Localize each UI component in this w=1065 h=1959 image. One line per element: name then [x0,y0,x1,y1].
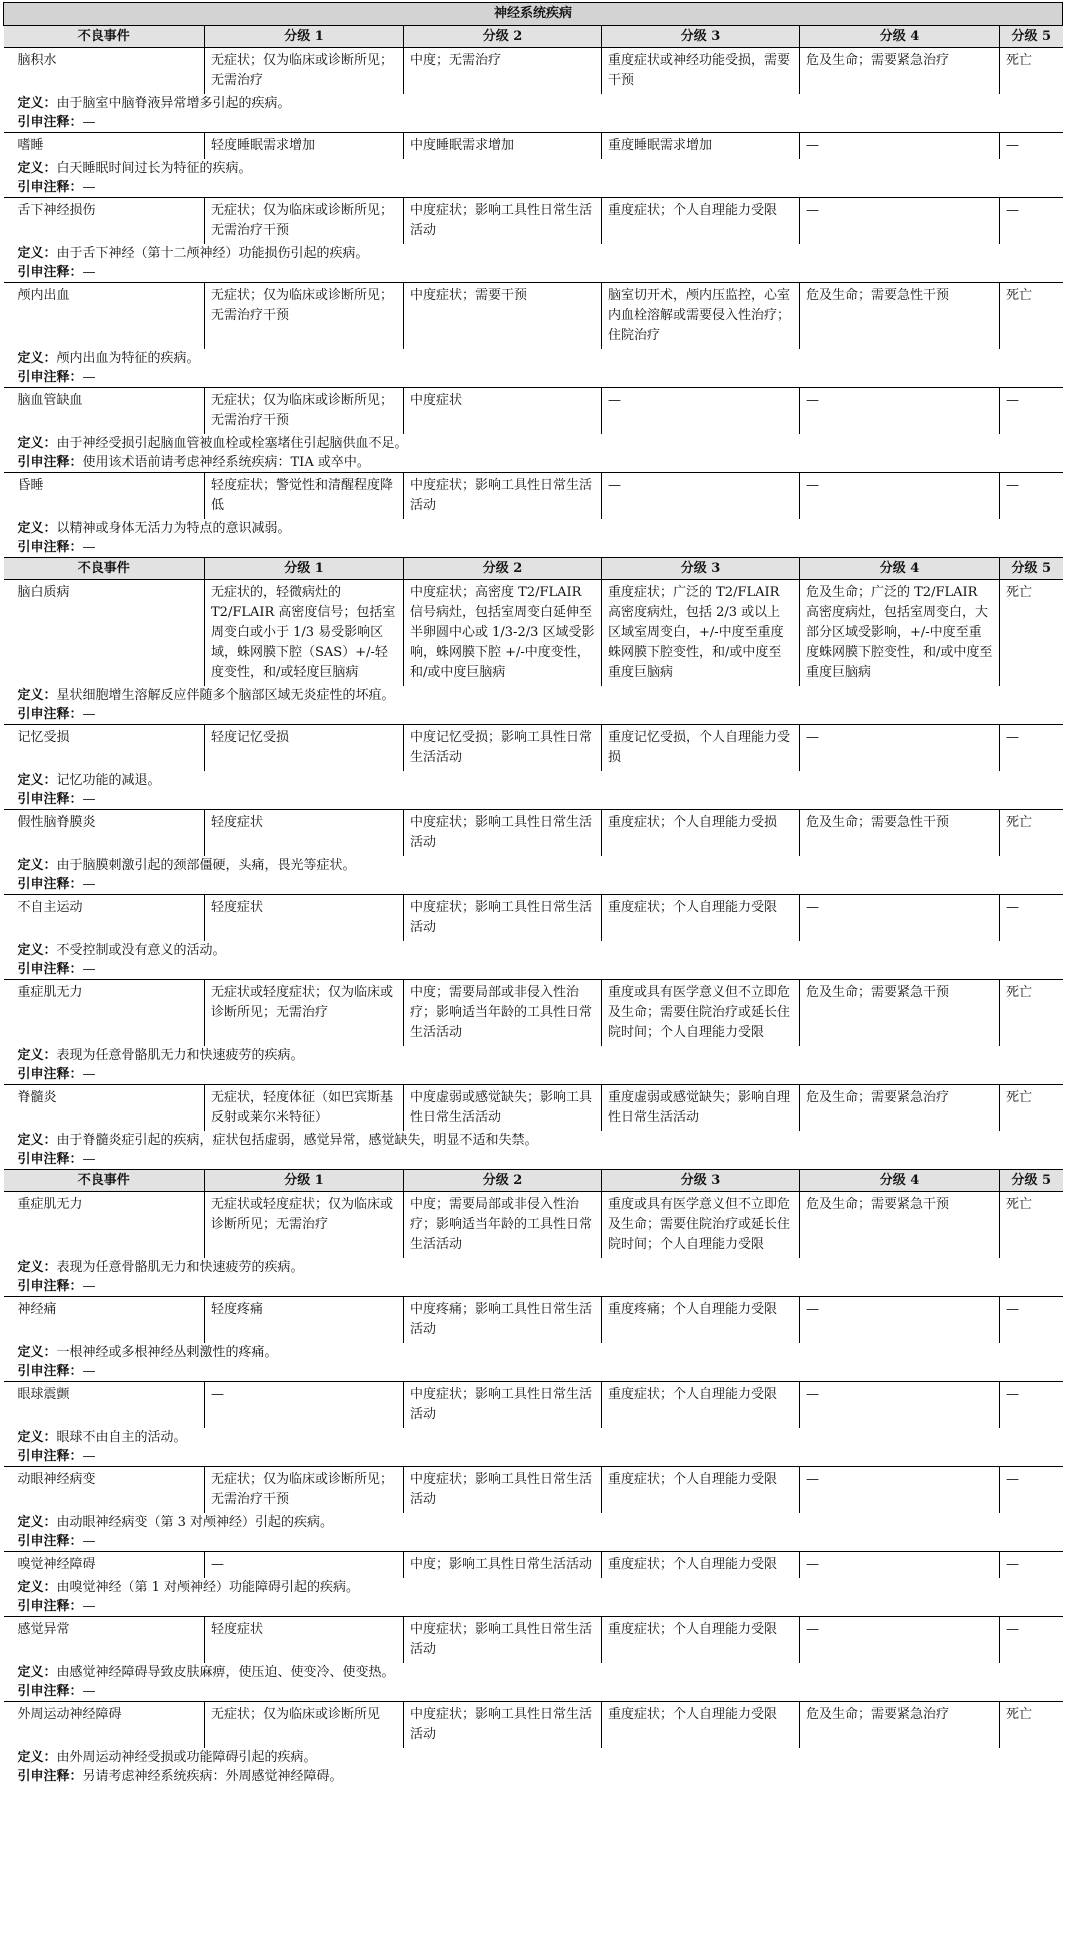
definition-row [4,1258,1063,1277]
definition-label: 定义： [17,96,57,111]
grade-3-cell: 脑室切开术，颅内压监控，心室内血栓溶解或需要侵入性治疗；住院治疗 [602,283,800,350]
grade-3-cell: 重度疼痛；个人自理能力受限 [602,1297,800,1344]
grade-2-cell: 中度；影响工具性日常生活活动 [404,1552,602,1579]
notes-label: 引申注释： [17,1684,83,1699]
grade-4-cell: — [800,473,1000,520]
grade-3-cell: 重度症状；个人自理能力受限 [602,1552,800,1579]
grade-2-cell: 中度症状；影响工具性日常生活活动 [404,1467,602,1514]
definition-text: 星状细胞增生溶解反应伴随多个脑部区域无炎症性的坏疽。 [56,688,395,703]
definition-text: 以精神或身体无活力为特点的意识减弱。 [56,521,291,536]
grade-4-cell: — [800,388,1000,435]
grade-2-cell: 中度症状；影响工具性日常生活活动 [404,198,602,245]
grade-1-cell: 无症状；仅为临床或诊断所见；无需治疗干预 [205,283,404,350]
grade-4-cell: — [800,1382,1000,1429]
event-name: 脑血管缺血 [4,388,205,435]
grade-1-cell: 无症状，轻度体征（如巴宾斯基反射或莱尔米特征） [205,1085,404,1132]
definition-text: 由于神经受损引起脑血管被血栓或栓塞堵住引起脑供血不足。 [56,436,408,451]
header-grade-5: 分级 5 [1000,1170,1063,1192]
grade-2-cell: 中度症状；高密度 T2/FLAIR 信号病灶，包括室周变白延伸至半卵圆中心或 1/3-2/3 区域受影响，蛛网膜下腔 +/-中度变性，和/或中度巨脑病 [404,580,602,687]
definition-label: 定义： [17,773,57,788]
definition-text: 由于舌下神经（第十二颅神经）功能损伤引起的疾病。 [56,246,369,261]
definition-text: 一根神经或多根神经丛剌激性的疼痛。 [56,1345,278,1360]
notes-label: 引申注释： [17,792,83,807]
event-row [4,48,1063,95]
grade-3-cell: 重度睡眠需求增加 [602,133,800,160]
definition-text: 由于脊髓炎症引起的疾病，症状包括虚弱，感觉异常，感觉缺失，明显不适和失禁。 [56,1133,538,1148]
definition-row [4,771,1063,790]
header-grade-5: 分级 5 [1000,26,1063,48]
event-name: 外周运动神经障碍 [4,1702,205,1749]
event-name: 舌下神经损伤 [4,198,205,245]
event-row [4,283,1063,350]
notes-row [4,1277,1063,1297]
grade-3-cell: 重度或具有医学意义但不立即危及生命；需要住院治疗或延长住院时间；个人自理能力受限 [602,980,800,1047]
grade-2-cell: 中度症状；影响工具性日常生活活动 [404,1382,602,1429]
event-row [4,1192,1063,1259]
column-header-row [4,558,1063,580]
notes-row [4,368,1063,388]
definition-label: 定义： [17,1048,57,1063]
definition-row [4,1748,1063,1767]
grade-2-cell: 中度症状；影响工具性日常生活活动 [404,473,602,520]
grade-3-cell: 重度症状；广泛的 T2/FLAIR 高密度病灶，包括 2/3 或以上区域室周变白，+/-中度至重度蛛网膜下腔变性，和/或中度至重度巨脑病 [602,580,800,687]
grade-5-cell: 死亡 [1000,810,1063,857]
grade-5-cell: — [1000,473,1063,520]
header-event: 不良事件 [4,1170,205,1192]
event-name: 脊髓炎 [4,1085,205,1132]
notes-label: 引申注释： [17,540,83,555]
definition-row [4,1513,1063,1532]
notes-text: — [82,1534,96,1549]
notes-text: 使用该术语前请考虑神经系统疾病：TIA 或卒中。 [82,455,370,470]
grade-3-cell: 重度症状；个人自理能力受损 [602,810,800,857]
header-grade-1: 分级 1 [205,558,404,580]
definition-row [4,434,1063,453]
event-name: 感觉异常 [4,1617,205,1664]
notes-label: 引申注释： [17,180,83,195]
notes-text: — [82,180,96,195]
event-name: 昏睡 [4,473,205,520]
grade-1-cell: 无症状或轻度症状；仅为临床或诊断所见；无需治疗 [205,1192,404,1259]
grade-5-cell: — [1000,1382,1063,1429]
grade-4-cell: — [800,1617,1000,1664]
grade-5-cell: — [1000,1617,1063,1664]
definition-row [4,1578,1063,1597]
grade-5-cell: — [1000,1297,1063,1344]
definition-label: 定义： [17,943,57,958]
grade-2-cell: 中度；需要局部或非侵入性治疗；影响适当年龄的工具性日常生活活动 [404,1192,602,1259]
notes-text: 另请考虑神经系统疾病：外周感觉神经障碍。 [82,1769,343,1784]
notes-row [4,1682,1063,1702]
event-name: 重症肌无力 [4,980,205,1047]
notes-label: 引申注释： [17,370,83,385]
definition-text: 由于脑膜刺激引起的颈部僵硬，头痛，畏光等症状。 [56,858,356,873]
grade-2-cell: 中度症状；影响工具性日常生活活动 [404,810,602,857]
event-row [4,1085,1063,1132]
grade-1-cell: 无症状；仅为临床或诊断所见；无需治疗干预 [205,388,404,435]
event-name: 不自主运动 [4,895,205,942]
notes-text: — [82,1449,96,1464]
header-grade-4: 分级 4 [800,26,1000,48]
grade-1-cell: 无症状；仅为临床或诊断所见 [205,1702,404,1749]
definition-row [4,941,1063,960]
grade-1-cell: — [205,1552,404,1579]
definition-text: 表现为任意骨骼肌无力和快速疲劳的疾病。 [56,1260,304,1275]
grade-3-cell: — [602,388,800,435]
header-grade-1: 分级 1 [205,1170,404,1192]
grade-4-cell: 危及生命；需要紧急治疗 [800,48,1000,95]
column-header-row [4,1170,1063,1192]
event-row [4,1297,1063,1344]
notes-label: 引申注释： [17,1769,83,1784]
grade-3-cell: 重度虚弱或感觉缺失；影响自理性日常生活活动 [602,1085,800,1132]
definition-text: 由外周运动神经受损或功能障碍引起的疾病。 [56,1750,317,1765]
header-grade-3: 分级 3 [602,1170,800,1192]
grade-2-cell: 中度症状；需要干预 [404,283,602,350]
definition-text: 颅内出血为特征的疾病。 [56,351,200,366]
notes-row [4,875,1063,895]
column-header-row [4,26,1063,48]
notes-row [4,1150,1063,1170]
header-grade-1: 分级 1 [205,26,404,48]
grade-5-cell: — [1000,133,1063,160]
notes-row [4,960,1063,980]
notes-label: 引申注释： [17,1449,83,1464]
notes-text: — [82,1684,96,1699]
grade-5-cell: 死亡 [1000,1192,1063,1259]
notes-row [4,178,1063,198]
definition-row [4,94,1063,113]
notes-text: — [82,115,96,130]
grade-2-cell: 中度疼痛；影响工具性日常生活活动 [404,1297,602,1344]
notes-text: — [82,792,96,807]
grade-1-cell: 轻度症状；警觉性和清醒程度降低 [205,473,404,520]
definition-label: 定义： [17,1665,57,1680]
notes-row [4,790,1063,810]
event-name: 嗅觉神经障碍 [4,1552,205,1579]
grade-1-cell: 轻度睡眠需求增加 [205,133,404,160]
notes-row [4,453,1063,473]
definition-text: 由于脑室中脑脊液异常增多引起的疾病。 [56,96,291,111]
definition-label: 定义： [17,1260,57,1275]
header-event: 不良事件 [4,26,205,48]
definition-label: 定义： [17,858,57,873]
table-title: 神经系统疾病 [4,3,1063,26]
header-grade-2: 分级 2 [404,1170,602,1192]
grade-1-cell: 轻度疼痛 [205,1297,404,1344]
event-row [4,1382,1063,1429]
notes-label: 引申注释： [17,707,83,722]
definition-text: 由感觉神经障碍导致皮肤麻痹，使压迫、使变冷、使变热。 [56,1665,395,1680]
grade-1-cell: 无症状；仅为临床或诊断所见；无需治疗 [205,48,404,95]
definition-row [4,519,1063,538]
grade-5-cell: 死亡 [1000,1702,1063,1749]
definition-row [4,1428,1063,1447]
definition-row [4,1343,1063,1362]
grade-1-cell: 轻度症状 [205,1617,404,1664]
grade-2-cell: 中度睡眠需求增加 [404,133,602,160]
event-row [4,1467,1063,1514]
definition-row [4,244,1063,263]
header-grade-2: 分级 2 [404,26,602,48]
notes-text: — [82,962,96,977]
grade-4-cell: — [800,133,1000,160]
grade-4-cell: 危及生命；需要急性干预 [800,283,1000,350]
grade-3-cell: 重度症状；个人自理能力受限 [602,1617,800,1664]
grade-3-cell: 重度症状；个人自理能力受限 [602,895,800,942]
grade-3-cell: 重度症状；个人自理能力受限 [602,1382,800,1429]
definition-row [4,1046,1063,1065]
grade-5-cell: 死亡 [1000,580,1063,687]
definition-label: 定义： [17,436,57,451]
notes-row [4,705,1063,725]
header-grade-3: 分级 3 [602,26,800,48]
event-row [4,133,1063,160]
event-name: 假性脑脊膜炎 [4,810,205,857]
grade-1-cell: 无症状；仅为临床或诊断所见；无需治疗干预 [205,1467,404,1514]
grade-4-cell: — [800,895,1000,942]
event-name: 记忆受损 [4,725,205,772]
definition-label: 定义： [17,1133,57,1148]
definition-label: 定义： [17,351,57,366]
event-row [4,810,1063,857]
grade-1-cell: 轻度记忆受损 [205,725,404,772]
definition-label: 定义： [17,1515,57,1530]
notes-row [4,538,1063,558]
event-name: 神经痛 [4,1297,205,1344]
definition-label: 定义： [17,1750,57,1765]
event-name: 嗜睡 [4,133,205,160]
definition-text: 白天睡眠时间过长为特征的疾病。 [56,161,252,176]
notes-text: — [82,877,96,892]
definition-label: 定义： [17,1430,57,1445]
header-event: 不良事件 [4,558,205,580]
definition-label: 定义： [17,1345,57,1360]
grade-4-cell: 危及生命；广泛的 T2/FLAIR 高密度病灶，包括室周变白，大部分区域受影响，+/-中度至重度蛛网膜下腔变性，和/或中度至重度巨脑病 [800,580,1000,687]
header-grade-4: 分级 4 [800,1170,1000,1192]
notes-text: — [82,1279,96,1294]
grade-1-cell: 无症状；仅为临床或诊断所见；无需治疗干预 [205,198,404,245]
grade-3-cell: 重度记忆受损，个人自理能力受损 [602,725,800,772]
grade-2-cell: 中度症状；影响工具性日常生活活动 [404,1702,602,1749]
neuro-adverse-event-document [3,2,1062,1786]
grade-4-cell: 危及生命；需要紧急治疗 [800,1085,1000,1132]
adverse-event-table [3,2,1063,1786]
header-grade-3: 分级 3 [602,558,800,580]
table-title-row [4,3,1063,26]
notes-label: 引申注释： [17,1364,83,1379]
definition-text: 表现为任意骨骼肌无力和快速疲劳的疾病。 [56,1048,304,1063]
notes-row [4,1597,1063,1617]
grade-1-cell: 轻度症状 [205,810,404,857]
grade-1-cell: 无症状或轻度症状；仅为临床或诊断所见；无需治疗 [205,980,404,1047]
grade-3-cell: — [602,473,800,520]
event-row [4,1617,1063,1664]
notes-label: 引申注释： [17,877,83,892]
notes-row [4,1767,1063,1786]
grade-5-cell: — [1000,895,1063,942]
notes-row [4,113,1063,133]
notes-row [4,1362,1063,1382]
notes-text: — [82,370,96,385]
grade-5-cell: 死亡 [1000,283,1063,350]
notes-label: 引申注释： [17,115,83,130]
grade-4-cell: — [800,1552,1000,1579]
notes-text: — [82,1364,96,1379]
definition-label: 定义： [17,161,57,176]
grade-2-cell: 中度症状 [404,388,602,435]
grade-5-cell: — [1000,198,1063,245]
grade-4-cell: — [800,1467,1000,1514]
definition-row [4,159,1063,178]
event-row [4,388,1063,435]
notes-label: 引申注释： [17,962,83,977]
definition-row [4,686,1063,705]
event-row [4,580,1063,687]
notes-label: 引申注释： [17,1534,83,1549]
grade-2-cell: 中度症状；影响工具性日常生活活动 [404,1617,602,1664]
event-row [4,1552,1063,1579]
notes-label: 引申注释： [17,455,83,470]
notes-label: 引申注释： [17,1152,83,1167]
event-row [4,198,1063,245]
event-row [4,980,1063,1047]
event-name: 动眼神经病变 [4,1467,205,1514]
grade-2-cell: 中度；无需治疗 [404,48,602,95]
grade-5-cell: 死亡 [1000,980,1063,1047]
notes-text: — [82,707,96,722]
event-name: 眼球震颤 [4,1382,205,1429]
definition-text: 不受控制或没有意义的活动。 [56,943,226,958]
notes-text: — [82,1599,96,1614]
definition-text: 眼球不由自主的活动。 [56,1430,187,1445]
grade-5-cell: — [1000,388,1063,435]
header-grade-4: 分级 4 [800,558,1000,580]
header-grade-2: 分级 2 [404,558,602,580]
grade-5-cell: — [1000,1467,1063,1514]
definition-text: 由动眼神经病变（第 3 对颅神经）引起的疾病。 [56,1515,334,1530]
definition-label: 定义： [17,1580,57,1595]
grade-3-cell: 重度症状；个人自理能力受限 [602,1467,800,1514]
notes-row [4,263,1063,283]
grade-4-cell: — [800,725,1000,772]
grade-4-cell: 危及生命；需要紧急干预 [800,980,1000,1047]
grade-4-cell: 危及生命；需要急性干预 [800,810,1000,857]
grade-3-cell: 重度或具有医学意义但不立即危及生命；需要住院治疗或延长住院时间；个人自理能力受限 [602,1192,800,1259]
grade-3-cell: 重度症状；个人自理能力受限 [602,1702,800,1749]
grade-1-cell: 无症状的，轻微病灶的T2/FLAIR 高密度信号；包括室周变白或小于 1/3 易受影响区域，蛛网膜下腔（SAS）+/-轻度变性，和/或轻度巨脑病 [205,580,404,687]
notes-label: 引申注释： [17,265,83,280]
definition-text: 由嗅觉神经（第 1 对颅神经）功能障碍引起的疾病。 [56,1580,360,1595]
event-row [4,473,1063,520]
grade-2-cell: 中度记忆受损；影响工具性日常生活活动 [404,725,602,772]
notes-label: 引申注释： [17,1599,83,1614]
grade-5-cell: — [1000,725,1063,772]
grade-2-cell: 中度虚弱或感觉缺失；影响工具性日常生活活动 [404,1085,602,1132]
notes-label: 引申注释： [17,1067,83,1082]
definition-row [4,856,1063,875]
definition-text: 记忆功能的减退。 [56,773,161,788]
notes-text: — [82,1067,96,1082]
grade-4-cell: — [800,1297,1000,1344]
notes-label: 引申注释： [17,1279,83,1294]
header-grade-5: 分级 5 [1000,558,1063,580]
definition-row [4,1663,1063,1682]
event-name: 脑白质病 [4,580,205,687]
notes-text: — [82,1152,96,1167]
grade-5-cell: 死亡 [1000,48,1063,95]
notes-text: — [82,265,96,280]
grade-1-cell: — [205,1382,404,1429]
definition-label: 定义： [17,688,57,703]
definition-row [4,349,1063,368]
grade-5-cell: — [1000,1552,1063,1579]
grade-3-cell: 重度症状或神经功能受损，需要干预 [602,48,800,95]
notes-row [4,1065,1063,1085]
event-name: 脑积水 [4,48,205,95]
event-name: 重症肌无力 [4,1192,205,1259]
grade-2-cell: 中度；需要局部或非侵入性治疗；影响适当年龄的工具性日常生活活动 [404,980,602,1047]
grade-4-cell: 危及生命；需要紧急治疗 [800,1702,1000,1749]
event-row [4,725,1063,772]
grade-3-cell: 重度症状；个人自理能力受限 [602,198,800,245]
notes-text: — [82,540,96,555]
notes-row [4,1532,1063,1552]
event-row [4,1702,1063,1749]
notes-row [4,1447,1063,1467]
grade-5-cell: 死亡 [1000,1085,1063,1132]
grade-1-cell: 轻度症状 [205,895,404,942]
definition-label: 定义： [17,246,57,261]
event-row [4,895,1063,942]
definition-row [4,1131,1063,1150]
event-name: 颅内出血 [4,283,205,350]
grade-4-cell: 危及生命；需要紧急干预 [800,1192,1000,1259]
grade-4-cell: — [800,198,1000,245]
definition-label: 定义： [17,521,57,536]
grade-2-cell: 中度症状；影响工具性日常生活活动 [404,895,602,942]
